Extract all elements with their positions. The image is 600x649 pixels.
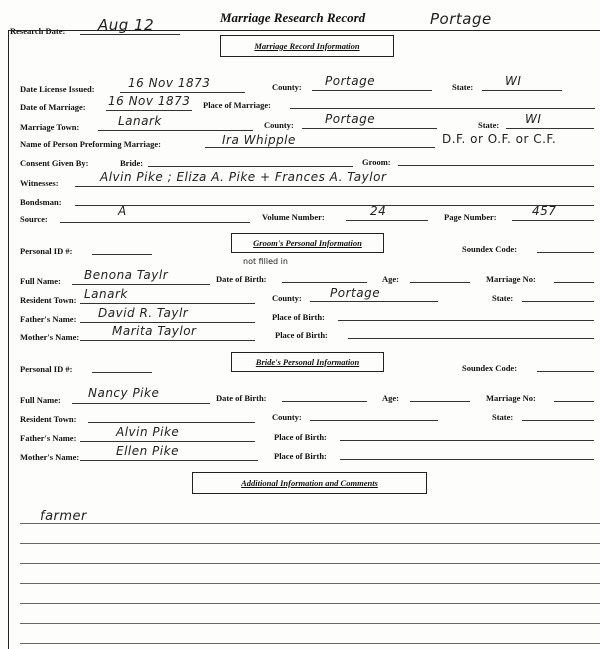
- groom-town-line: [80, 303, 255, 304]
- groom-county-value[interactable]: Portage: [330, 286, 381, 300]
- groom-name-value[interactable]: Benona Taylr: [84, 268, 169, 282]
- comment-line: [20, 623, 600, 624]
- bride-state-line: [522, 420, 594, 421]
- state2-label: State:: [478, 120, 500, 130]
- research-date-value[interactable]: Aug 12: [98, 16, 155, 34]
- groom-soundex-label: Soundex Code:: [462, 244, 518, 254]
- groom-age-label: Age:: [382, 274, 399, 284]
- volume-label: Volume Number:: [262, 212, 325, 222]
- bride-mother-pob-label: Place of Birth:: [274, 451, 327, 461]
- groom-name-label: Full Name:: [20, 276, 61, 286]
- bride-mother-pob-line: [340, 459, 594, 460]
- state2-line: [506, 128, 594, 129]
- marriage-place-label: Place of Marriage:: [203, 100, 271, 110]
- consent-groom-label: Groom:: [362, 157, 391, 167]
- marriage-town-label: Marriage Town:: [20, 122, 80, 132]
- section-additional: Additional Information and Comments: [192, 472, 427, 494]
- bondsman-label: Bondsman:: [20, 197, 62, 207]
- research-date-label: Research Date:: [10, 26, 66, 36]
- volume-line: [346, 220, 428, 221]
- bride-father-pob-line: [340, 440, 594, 441]
- groom-father-pob-line: [338, 320, 594, 321]
- groom-county-line: [310, 301, 438, 302]
- groom-town-value[interactable]: Lanark: [84, 287, 128, 301]
- bride-pid-label: Personal ID #:: [20, 364, 73, 374]
- volume-value[interactable]: 24: [370, 204, 387, 218]
- bride-town-line: [88, 422, 255, 423]
- marriage-date-value[interactable]: 16 Nov 1873: [108, 94, 191, 108]
- groom-pid-label: Personal ID #:: [20, 246, 73, 256]
- bride-dob-label: Date of Birth:: [216, 393, 267, 403]
- marriage-town-line: [98, 130, 253, 131]
- groom-state-line: [522, 301, 594, 302]
- groom-marriage-no-label: Marriage No:: [486, 274, 536, 284]
- marriage-place-line: [290, 108, 595, 109]
- county2-line: [302, 128, 437, 129]
- officiant-label: Name of Person Preforming Marriage:: [20, 139, 161, 149]
- bride-dob-line: [282, 401, 367, 402]
- groom-mother-line: [80, 340, 255, 341]
- bride-father-pob-label: Place of Birth:: [274, 432, 327, 442]
- witnesses-value[interactable]: Alvin Pike ; Eliza A. Pike + Frances A. Taylor: [100, 170, 387, 184]
- groom-dob-label: Date of Birth:: [216, 274, 267, 284]
- section-groom: Groom's Personal Information: [231, 233, 384, 253]
- groom-father-line: [80, 322, 255, 323]
- county-note: Portage: [430, 10, 492, 28]
- comment-line: [20, 643, 600, 644]
- bride-mother-label: Mother's Name:: [20, 452, 80, 462]
- source-line: [60, 222, 250, 223]
- groom-father-label: Father's Name:: [20, 314, 77, 324]
- consent-groom-line: [398, 165, 594, 166]
- license-date-label: Date License Issued:: [20, 84, 95, 94]
- section-marriage-record: Marriage Record Information: [220, 35, 394, 57]
- consent-bride-line: [148, 166, 353, 167]
- bride-name-line: [72, 403, 210, 404]
- bride-father-label: Father's Name:: [20, 433, 77, 443]
- comment-line: [20, 563, 600, 564]
- groom-town-label: Resident Town:: [20, 295, 77, 305]
- state-line: [482, 90, 562, 91]
- bride-town-label: Resident Town:: [20, 414, 77, 424]
- bride-name-label: Full Name:: [20, 395, 61, 405]
- officiant-type: D.F. or O.F. or C.F.: [442, 132, 557, 146]
- bride-father-value[interactable]: Alvin Pike: [116, 425, 180, 439]
- state2-value[interactable]: WI: [525, 112, 542, 126]
- bride-name-value[interactable]: Nancy Pike: [88, 386, 160, 400]
- groom-state-label: State:: [492, 293, 514, 303]
- groom-age-line: [410, 282, 470, 283]
- bride-age-line: [410, 401, 470, 402]
- groom-mother-label: Mother's Name:: [20, 332, 80, 342]
- officiant-line: [205, 147, 435, 148]
- bride-father-line: [80, 441, 255, 442]
- bride-soundex-line: [537, 371, 594, 372]
- state-label: State:: [452, 82, 474, 92]
- source-label: Source:: [20, 214, 48, 224]
- officiant-value[interactable]: Ira Whipple: [222, 133, 296, 147]
- groom-name-line: [72, 284, 210, 285]
- county2-value[interactable]: Portage: [325, 112, 376, 126]
- page-value[interactable]: 457: [532, 204, 557, 218]
- license-date-line: [120, 92, 245, 93]
- bride-age-label: Age:: [382, 393, 399, 403]
- comment-line: [20, 603, 600, 604]
- groom-mother-pob-label: Place of Birth:: [275, 330, 328, 340]
- groom-mother-pob-line: [348, 338, 594, 339]
- bride-mother-value[interactable]: Ellen Pike: [116, 444, 179, 458]
- section-bride: Bride's Personal Information: [231, 352, 384, 372]
- bride-pid-line: [92, 372, 152, 373]
- bride-soundex-label: Soundex Code:: [462, 363, 518, 373]
- bride-state-label: State:: [492, 412, 514, 422]
- consent-bride-label: Bride:: [120, 158, 144, 168]
- state-value[interactable]: WI: [505, 74, 522, 88]
- consent-label: Consent Given By:: [20, 158, 89, 168]
- page-label: Page Number:: [444, 212, 497, 222]
- source-value[interactable]: A: [118, 204, 127, 218]
- comment-line: [20, 583, 600, 584]
- bride-marriage-no-label: Marriage No:: [486, 393, 536, 403]
- license-date-value[interactable]: 16 Nov 1873: [128, 76, 211, 90]
- county-line: [312, 90, 432, 91]
- bride-mother-line: [80, 460, 258, 461]
- groom-father-pob-label: Place of Birth:: [272, 312, 325, 322]
- witnesses-label: Witnesses:: [20, 178, 59, 188]
- form-title: Marriage Research Record: [220, 10, 366, 25]
- groom-soundex-line: [537, 252, 594, 253]
- bride-county-label: County:: [272, 412, 302, 422]
- county2-label: County:: [264, 120, 294, 130]
- witnesses-line: [75, 186, 594, 187]
- groom-county-label: County:: [272, 293, 302, 303]
- groom-pid-line: [92, 254, 152, 255]
- bondsman-line: [75, 205, 594, 206]
- groom-note: not filled in: [243, 257, 288, 266]
- page-line: [512, 220, 594, 221]
- bride-county-line: [310, 420, 438, 421]
- comment-line: [20, 523, 600, 524]
- bride-marriage-no-line: [554, 401, 594, 402]
- marriage-date-line: [106, 110, 192, 111]
- groom-mother-value[interactable]: Marita Taylor: [112, 324, 197, 338]
- comments-text[interactable]: farmer: [40, 509, 87, 524]
- groom-father-value[interactable]: David R. Taylr: [98, 306, 189, 320]
- marriage-date-label: Date of Marriage:: [20, 102, 86, 112]
- comment-line: [20, 543, 600, 544]
- county-label: County:: [272, 82, 302, 92]
- marriage-town-value[interactable]: Lanark: [118, 114, 162, 128]
- groom-marriage-no-line: [554, 282, 594, 283]
- groom-dob-line: [282, 282, 367, 283]
- county-value[interactable]: Portage: [325, 74, 376, 88]
